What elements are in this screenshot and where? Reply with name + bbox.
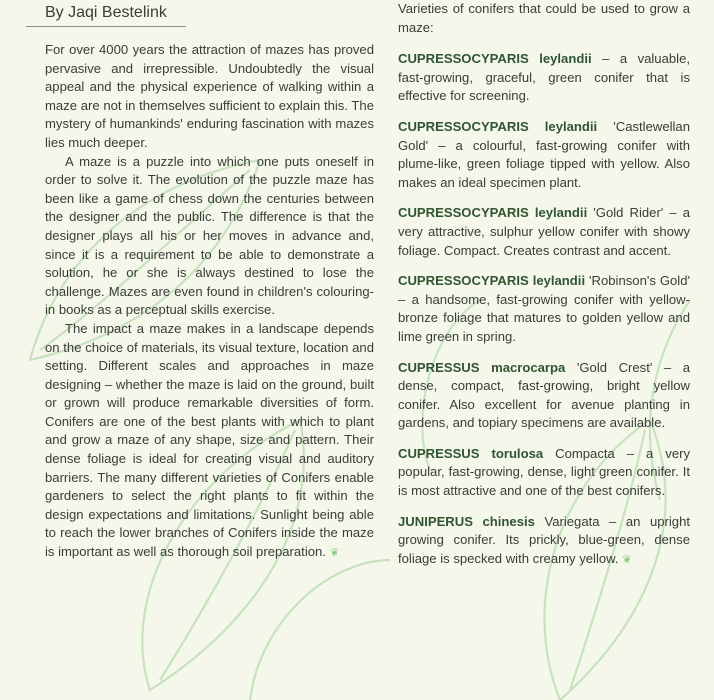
variety-species: macrocarpa <box>491 359 566 375</box>
byline: By Jaqi Bestelink <box>26 0 186 27</box>
variety-species: leylandii <box>539 51 592 67</box>
variety-species: chinesis <box>482 513 535 529</box>
variety-desc: Variegata – an upright growing conifer. Its prickly, blue-green, dense foliage is specked with creamy yellow. <box>398 513 691 566</box>
variety-genus: CUPRESSOCYPARIS <box>398 273 529 289</box>
variety-desc: Compacta – a very popular, fast-growing, dense, light green conifer. It is most attractive and one of the best conifers. <box>398 445 691 499</box>
variety-item <box>398 445 690 501</box>
variety-item <box>398 513 690 570</box>
variety-name <box>398 446 543 461</box>
leaf-end-icon: ❦ <box>329 547 340 560</box>
variety-name <box>398 273 585 288</box>
variety-genus: CUPRESSOCYPARIS <box>398 51 529 67</box>
variety-species: leylandii <box>544 118 598 134</box>
variety-genus: JUNIPERUS <box>398 513 473 529</box>
variety-genus: CUPRESSOCYPARIS <box>398 118 529 134</box>
paragraph-2: A maze is a puzzle into which one puts oneself in order to solve it. The evolution of the puzzle maze has been like a game of chess down the centuries between the designer and the public. The difference is that the designer plays all his or her moves in advance and, since it is a requirement to be able to demonstrate a solution, he or she is always destined to lose the challenge. Mazes are even found in children's colouring-in books as a perceptual skills exercise. <box>45 153 374 318</box>
paragraph-3-text: The impact a maze makes in a landscape depends on the choice of materials, its visual texture, location and setting. Different scales and approaches in maze designing – whether the maze is laid on the ground, built or grown will produce remarkable diversities of form. Conifers are one of the best plants with which to plant and grow a maze of any shape, size and pattern. Their dense foliage is ideal for creating visual and auditory barriers. The many different varieties of Conifers enable gardeners to select the right plants to fit within the design expectations and limitations. Sunlight being able to reach the lower branches of Conifers inside the maze is important as well as thorough soil preparation. <box>45 320 374 560</box>
variety-name <box>398 514 535 529</box>
variety-species: leylandii <box>534 205 588 221</box>
paragraph-3 <box>45 320 374 563</box>
variety-genus: CUPRESSUS <box>398 445 480 461</box>
variety-item <box>398 272 690 346</box>
variety-desc: 'Gold Crest' – a dense, compact, fast-growing, bright yellow conifer. Also excellent for avenue planting in gardens, and topiary specimens are available. <box>398 359 691 431</box>
variety-item <box>398 118 690 192</box>
variety-item <box>398 50 690 106</box>
variety-species: leylandii <box>532 273 586 289</box>
variety-desc: 'Gold Rider' – a very attractive, sulphur yellow conifer with showy foliage. Compact. Creates contrast and accent. <box>398 205 690 258</box>
right-column <box>398 0 690 581</box>
variety-desc: 'Robinson's Gold' – a handsome, fast-growing conifer with yellow-bronze foliage that matures to golden yellow and lime green in spring. <box>398 273 691 344</box>
variety-species: torulosa <box>491 445 544 461</box>
variety-genus: CUPRESSOCYPARIS <box>398 205 529 221</box>
variety-item <box>398 204 690 260</box>
variety-name <box>398 360 565 375</box>
variety-desc: 'Castlewellan Gold' – a colourful, fast-growing conifer with plume-like, green foliage tipped with yellow. Also makes an ideal specimen plant. <box>398 118 690 190</box>
variety-desc: – a valuable, fast-growing, graceful, green conifer that is effective for screening. <box>398 51 690 104</box>
left-column <box>45 41 374 563</box>
variety-name <box>398 205 587 220</box>
leaf-end-icon: ❦ <box>622 553 632 566</box>
varieties-intro: Varieties of conifers that could be used to grow a maze: <box>398 1 690 35</box>
variety-genus: CUPRESSUS <box>398 359 480 375</box>
variety-name <box>398 119 597 134</box>
paragraph-1: For over 4000 years the attraction of mazes has proved pervasive and irrepressible. Undoubtedly the visual appeal and the physical experience of walking within a maze are not in themselves sufficient to explain this. The mystery of humankinds' enduring fascination with mazes lies much deeper. <box>45 42 374 150</box>
variety-name <box>398 51 592 66</box>
variety-item <box>398 359 690 433</box>
